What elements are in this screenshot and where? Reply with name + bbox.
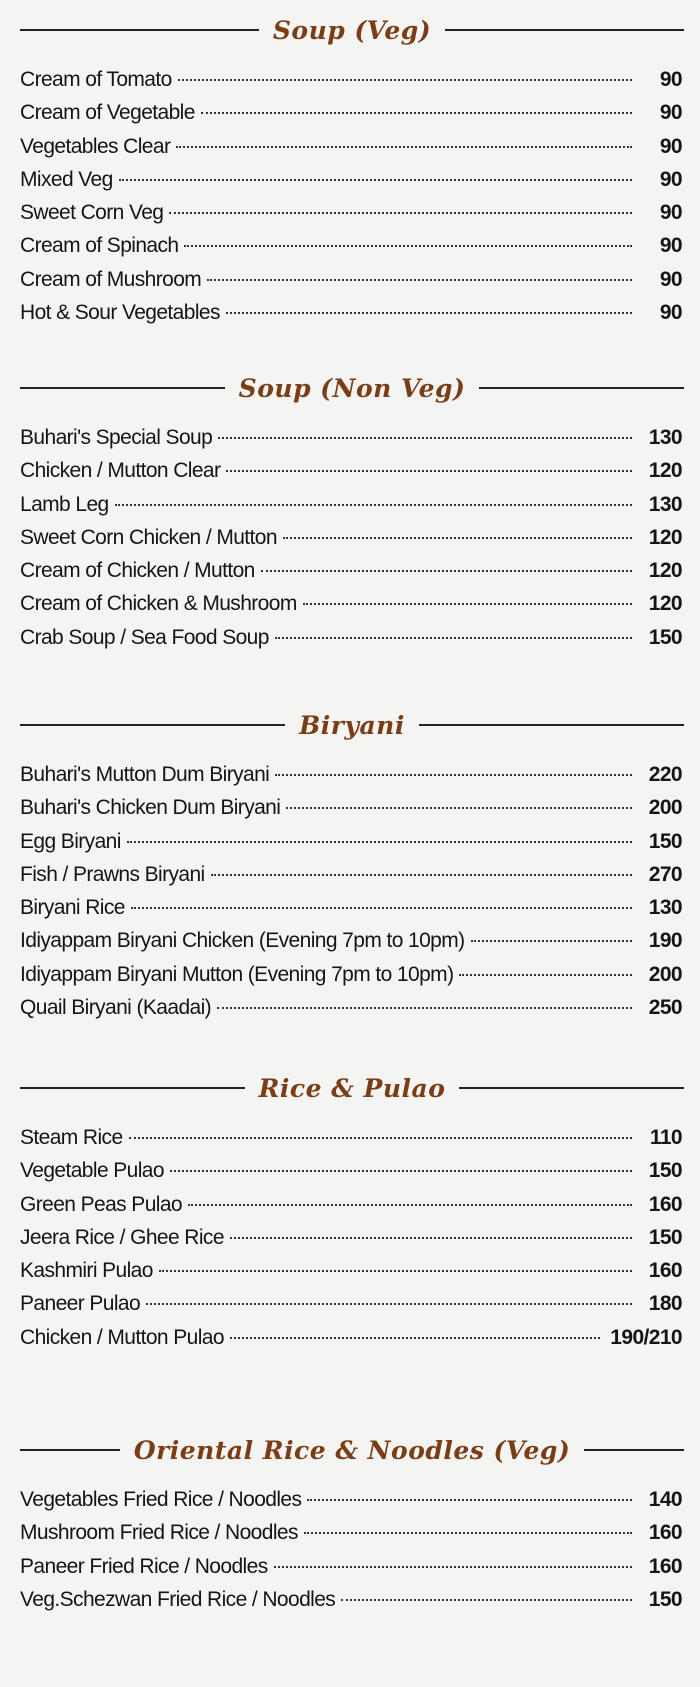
dot-leader <box>307 1499 632 1501</box>
heading-rule-left <box>20 29 259 31</box>
list-item <box>0 1259 700 1292</box>
list-item <box>0 963 700 996</box>
item-price: 160 <box>648 1521 682 1545</box>
dot-leader <box>218 437 632 439</box>
list-item <box>0 796 700 829</box>
item-name: Lamb Leg <box>20 492 109 516</box>
item-price: 120 <box>648 592 682 616</box>
item-price: 90 <box>659 101 682 125</box>
heading-rule-left <box>20 1087 245 1089</box>
dot-leader <box>283 537 632 539</box>
item-price: 90 <box>659 267 682 291</box>
item-name: Fish / Prawns Biryani <box>20 862 205 886</box>
item-name: Hot & Sour Vegetables <box>20 301 220 325</box>
list-item <box>0 1126 700 1159</box>
dot-leader <box>129 1137 632 1139</box>
list-item <box>0 426 700 459</box>
list-item <box>0 592 700 625</box>
list-item <box>0 626 700 659</box>
item-price: 120 <box>648 459 682 483</box>
dot-leader <box>226 312 632 314</box>
heading-rule-right <box>445 29 684 31</box>
section-title: Soup (Non Veg) <box>238 373 466 403</box>
item-name: Chicken / Mutton Pulao <box>20 1325 224 1349</box>
dot-leader <box>170 1170 632 1172</box>
heading-rule-right <box>479 387 684 389</box>
list-item <box>0 863 700 896</box>
section-rice-pulao <box>0 1068 700 1359</box>
dot-leader <box>176 146 632 148</box>
item-price: 150 <box>648 1225 682 1249</box>
item-price: 200 <box>648 962 682 986</box>
section-heading <box>0 705 700 745</box>
dot-leader <box>115 504 632 506</box>
dot-leader <box>275 637 632 639</box>
list-item <box>0 830 700 863</box>
section-soup-non-veg <box>0 368 700 659</box>
item-name: Veg.Schezwan Fried Rice / Noodles <box>20 1587 336 1611</box>
section-biryani <box>0 705 700 1029</box>
heading-rule-right <box>459 1087 684 1089</box>
dot-leader <box>188 1204 632 1206</box>
item-price: 90 <box>659 301 682 325</box>
item-name: Idiyappam Biryani Chicken (Evening 7pm to 10pm) <box>20 929 465 953</box>
section-heading <box>0 1430 700 1470</box>
section-title: Soup (Veg) <box>272 15 432 45</box>
item-price: 90 <box>659 201 682 225</box>
dot-leader <box>178 79 632 81</box>
item-price: 190 <box>648 929 682 953</box>
item-name: Crab Soup / Sea Food Soup <box>20 625 269 649</box>
section-title: Oriental Rice & Noodles (Veg) <box>133 1435 571 1465</box>
item-list <box>0 1488 700 1621</box>
item-name: Chicken / Mutton Clear <box>20 459 221 483</box>
list-item <box>0 1588 700 1621</box>
dot-leader <box>286 807 632 809</box>
item-price: 160 <box>648 1192 682 1216</box>
list-item <box>0 559 700 592</box>
item-name: Mushroom Fried Rice / Noodles <box>20 1521 298 1545</box>
item-name: Cream of Tomato <box>20 68 172 91</box>
item-price: 150 <box>648 1587 682 1611</box>
list-item <box>0 1226 700 1259</box>
dot-leader <box>230 1337 600 1339</box>
item-name: Vegetables Clear <box>20 134 171 158</box>
item-name: Buhari's Special Soup <box>20 426 213 449</box>
list-item <box>0 301 700 334</box>
list-item <box>0 763 700 796</box>
item-name: Idiyappam Biryani Mutton (Evening 7pm to 10pm) <box>20 962 454 986</box>
item-name: Egg Biryani <box>20 829 121 853</box>
dot-leader <box>127 841 632 843</box>
item-price: 130 <box>648 426 682 449</box>
item-name: Buhari's Chicken Dum Biryani <box>20 796 281 820</box>
item-list <box>0 68 700 334</box>
list-item <box>0 996 700 1029</box>
list-item <box>0 1555 700 1588</box>
item-price: 180 <box>648 1292 682 1316</box>
list-item <box>0 168 700 201</box>
section-soup-veg <box>0 10 700 334</box>
list-item <box>0 929 700 962</box>
list-item <box>0 1521 700 1554</box>
item-list <box>0 763 700 1029</box>
item-name: Cream of Mushroom <box>20 267 202 291</box>
dot-leader <box>341 1599 632 1601</box>
list-item <box>0 201 700 234</box>
item-name: Quail Biryani (Kaadai) <box>20 996 212 1020</box>
dot-leader <box>275 774 632 776</box>
item-price: 160 <box>648 1554 682 1578</box>
list-item <box>0 896 700 929</box>
dot-leader <box>274 1566 632 1568</box>
item-price: 160 <box>648 1259 682 1283</box>
item-price: 120 <box>648 525 682 549</box>
item-price: 200 <box>648 796 682 820</box>
heading-rule-left <box>20 387 225 389</box>
dot-leader <box>230 1237 632 1239</box>
dot-leader <box>201 112 632 114</box>
item-name: Paneer Pulao <box>20 1292 141 1316</box>
list-item <box>0 459 700 492</box>
item-name: Cream of Chicken / Mutton <box>20 559 255 583</box>
item-price: 90 <box>659 68 682 91</box>
item-price: 90 <box>659 134 682 158</box>
dot-leader <box>159 1270 632 1272</box>
dot-leader <box>207 279 632 281</box>
item-list <box>0 1126 700 1359</box>
list-item <box>0 526 700 559</box>
item-price: 120 <box>648 559 682 583</box>
dot-leader <box>211 874 632 876</box>
list-item <box>0 1193 700 1226</box>
section-heading <box>0 368 700 408</box>
dot-leader <box>131 907 632 909</box>
item-name: Kashmiri Pulao <box>20 1259 153 1283</box>
list-item <box>0 135 700 168</box>
item-price: 220 <box>648 763 682 786</box>
dot-leader <box>471 940 632 942</box>
item-name: Jeera Rice / Ghee Rice <box>20 1225 224 1249</box>
list-item <box>0 101 700 134</box>
item-price: 190/210 <box>610 1325 682 1349</box>
dot-leader <box>119 179 632 181</box>
dot-leader <box>226 470 632 472</box>
item-name: Steam Rice <box>20 1126 123 1149</box>
dot-leader <box>303 603 632 605</box>
heading-rule-right <box>419 724 684 726</box>
item-price: 270 <box>648 862 682 886</box>
list-item <box>0 1326 700 1359</box>
dot-leader <box>184 245 632 247</box>
list-item <box>0 268 700 301</box>
item-name: Paneer Fried Rice / Noodles <box>20 1554 268 1578</box>
list-item <box>0 68 700 101</box>
item-price: 110 <box>649 1126 682 1149</box>
list-item <box>0 1292 700 1325</box>
item-price: 90 <box>659 234 682 258</box>
section-oriental-rice-noodles <box>0 1430 700 1621</box>
item-name: Biryani Rice <box>20 896 125 920</box>
item-name: Cream of Spinach <box>20 234 179 258</box>
item-price: 150 <box>648 829 682 853</box>
item-price: 250 <box>648 996 682 1020</box>
list-item <box>0 1159 700 1192</box>
heading-rule-left <box>20 1449 120 1451</box>
item-name: Vegetable Pulao <box>20 1159 164 1183</box>
heading-rule-right <box>584 1449 684 1451</box>
dot-leader <box>146 1303 632 1305</box>
dot-leader <box>217 1007 632 1009</box>
item-name: Sweet Corn Chicken / Mutton <box>20 525 277 549</box>
item-name: Vegetables Fried Rice / Noodles <box>20 1488 302 1511</box>
item-list <box>0 426 700 659</box>
dot-leader <box>261 570 632 572</box>
section-title: Rice & Pulao <box>258 1073 446 1103</box>
list-item <box>0 493 700 526</box>
item-price: 90 <box>659 167 682 191</box>
dot-leader <box>304 1532 632 1534</box>
list-item <box>0 1488 700 1521</box>
item-name: Green Peas Pulao <box>20 1192 183 1216</box>
section-heading <box>0 1068 700 1108</box>
item-price: 150 <box>648 1159 682 1183</box>
dot-leader <box>459 974 632 976</box>
dot-leader <box>169 212 632 214</box>
item-name: Cream of Vegetable <box>20 101 195 125</box>
section-heading <box>0 10 700 50</box>
heading-rule-left <box>20 724 285 726</box>
list-item <box>0 234 700 267</box>
item-name: Mixed Veg <box>20 167 113 191</box>
item-price: 150 <box>648 625 682 649</box>
item-name: Buhari's Mutton Dum Biryani <box>20 763 270 786</box>
item-name: Sweet Corn Veg <box>20 201 164 225</box>
item-price: 140 <box>648 1488 682 1511</box>
item-price: 130 <box>648 492 682 516</box>
item-name: Cream of Chicken & Mushroom <box>20 592 297 616</box>
section-title: Biryani <box>299 710 405 740</box>
item-price: 130 <box>648 896 682 920</box>
